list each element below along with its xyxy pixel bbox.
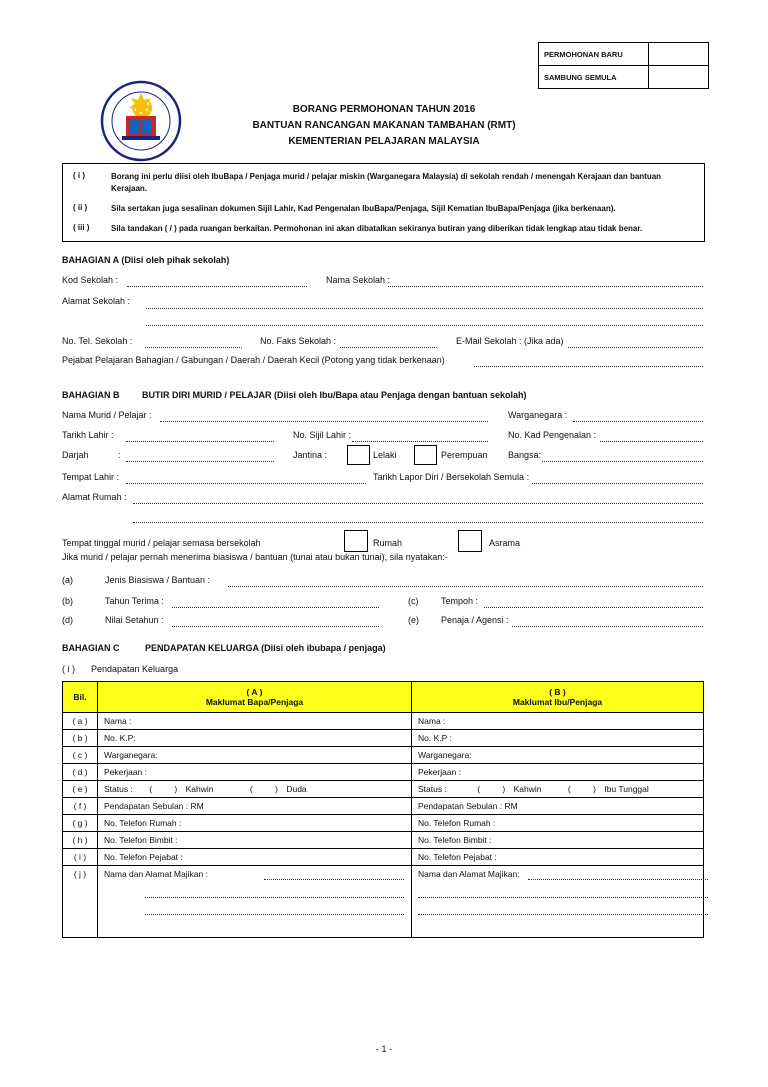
col-b-code: ( B ) <box>549 687 566 697</box>
male-checkbox[interactable] <box>347 445 370 465</box>
instruction-3-num: ( iii ) <box>73 223 90 232</box>
sub-section-title: Pendapatan Keluarga <box>91 664 179 674</box>
father-employer-line-2[interactable] <box>145 897 404 898</box>
item-d-label: (d) <box>62 615 73 625</box>
mother-citizenship-cell[interactable]: Warganegara: <box>412 747 704 764</box>
employer-label: Nama dan Alamat Majikan : <box>104 869 208 879</box>
mother-employer-line-1[interactable] <box>528 879 708 880</box>
employer-label: Nama dan Alamat Majikan: <box>418 869 520 879</box>
annual-value-label: Nilai Setahun : <box>105 615 164 625</box>
section-c-title: PENDAPATAN KELUARGA (Diisi oleh ibubapa / penjaga) <box>145 643 386 653</box>
female-label: Perempuan <box>441 450 488 460</box>
father-income-cell[interactable]: Pendapatan Sebulan : RM <box>98 798 412 815</box>
home-label: Rumah <box>373 538 403 548</box>
school-fax-field[interactable] <box>340 347 437 348</box>
col-b-title: Maklumat Ibu/Penjaga <box>512 697 603 707</box>
year-received-field[interactable] <box>172 607 379 608</box>
item-b-label: (b) <box>62 596 73 606</box>
school-address-field-1[interactable] <box>146 308 703 309</box>
section-b-prefix: BAHAGIAN B <box>62 390 120 400</box>
mother-employer-cell[interactable] <box>412 866 704 938</box>
duration-label: Tempoh : <box>441 596 479 606</box>
home-address-field-1[interactable] <box>133 503 703 504</box>
home-address-field-2[interactable] <box>133 522 703 523</box>
scholarship-type-label: Jenis Biasiswa / Bantuan : <box>105 575 211 585</box>
table-row <box>63 713 704 730</box>
home-address-label: Alamat Rumah : <box>62 492 127 502</box>
col-b-header <box>412 682 704 713</box>
married-close-paren[interactable]: ) <box>502 784 506 794</box>
race-label: Bangsa: <box>508 450 542 460</box>
report-date-label: Tarikh Lapor Diri / Bersekolah Semula : <box>373 472 530 482</box>
father-name-cell[interactable]: Nama : <box>98 713 412 730</box>
mother-ic-cell[interactable]: No. K.P : <box>412 730 704 747</box>
school-address-label: Alamat Sekolah : <box>62 296 131 306</box>
father-office-phone-cell[interactable]: No. Telefon Pejabat : <box>98 849 412 866</box>
citizenship-label: Warganegara : <box>508 410 568 420</box>
race-field[interactable] <box>542 461 703 462</box>
table-row <box>63 798 704 815</box>
row-num: ( d ) <box>63 764 98 781</box>
school-code-label: Kod Sekolah : <box>62 275 119 285</box>
student-name-label: Nama Murid / Pelajar : <box>62 410 152 420</box>
row-num: ( g ) <box>63 815 98 832</box>
item-c-label: (c) <box>408 596 419 606</box>
row-num: ( c ) <box>63 747 98 764</box>
page-number: - 1 - <box>375 1044 392 1054</box>
father-employer-line-3[interactable] <box>145 914 404 915</box>
row-num: ( b ) <box>63 730 98 747</box>
single-mother-close-paren[interactable]: ) <box>593 784 596 794</box>
birth-cert-label: No. Sijil Lahir : <box>293 430 352 440</box>
education-office-label: Pejabat Pelajaran Bahagian / Gabungan / Daerah / Daerah Kecil (Potong yang tidak berkenaan) <box>62 355 445 365</box>
father-employer-cell[interactable] <box>98 866 412 938</box>
table-row <box>63 849 704 866</box>
mother-employer-line-2[interactable] <box>418 897 708 898</box>
row-num: ( a ) <box>63 713 98 730</box>
ic-number-label: No. Kad Pengenalan : <box>508 430 597 440</box>
birthplace-field[interactable] <box>126 483 366 484</box>
sub-section-num: ( i ) <box>62 664 75 674</box>
father-citizenship-cell[interactable]: Warganegara: <box>98 747 412 764</box>
school-tel-label: No. Tel. Sekolah : <box>62 336 133 346</box>
row-num: ( f ) <box>63 798 98 815</box>
hostel-checkbox[interactable] <box>458 530 482 552</box>
status-label: Status : <box>104 784 133 794</box>
mother-status-cell <box>412 781 704 798</box>
mother-occupation-cell[interactable]: Pekerjaan : <box>412 764 704 781</box>
instruction-1-text: Borang ini perlu diisi oleh IbuBapa / Penjaga murid / pelajar miskin (Warganegara Malaysia) di sekolah rendah / menengah Kerajaan dan bantuan Kerajaan. <box>111 172 662 193</box>
single-mother-open-paren[interactable]: ( <box>567 784 571 794</box>
sponsor-label: Penaja / Agensi : <box>441 615 509 625</box>
instruction-2-text: Sila sertakan juga sesalinan dokumen Sijil Lahir, Kad Pengenalan IbuBapa/Penjaga, Sijil Kematian IbuBapa/Penjaga (jika berkenaan). <box>111 204 616 213</box>
status-label: Status : <box>418 784 447 794</box>
father-home-phone-cell[interactable]: No. Telefon Rumah : <box>98 815 412 832</box>
row-num: ( j ) <box>63 866 98 938</box>
mother-home-phone-cell[interactable]: No. Telefon Rumah : <box>412 815 704 832</box>
instructions-box <box>62 163 705 242</box>
female-checkbox[interactable] <box>414 445 437 465</box>
hostel-label: Asrama <box>489 538 521 548</box>
row-num: ( h ) <box>63 832 98 849</box>
col-a-header <box>98 682 412 713</box>
col-a-code: ( A ) <box>246 687 263 697</box>
married-option: Kahwin <box>513 784 542 794</box>
new-application-checkbox[interactable] <box>649 43 709 66</box>
section-a-title: BAHAGIAN A (Diisi oleh pihak sekolah) <box>62 255 230 265</box>
ic-number-field[interactable] <box>600 441 703 442</box>
renewal-label: SAMBUNG SEMULA <box>539 66 649 89</box>
class-label: Darjah <box>62 450 89 460</box>
table-row <box>63 747 704 764</box>
table-row <box>63 815 704 832</box>
table-row <box>63 764 704 781</box>
form-title-line2: BANTUAN RANCANGAN MAKANAN TAMBAHAN (RMT) <box>252 120 516 131</box>
renewal-checkbox[interactable] <box>649 66 709 89</box>
married-close-paren[interactable]: ) <box>174 784 178 794</box>
table-row <box>63 832 704 849</box>
mother-income-cell[interactable]: Pendapatan Sebulan : RM <box>412 798 704 815</box>
birth-date-label: Tarikh Lahir : <box>62 430 114 440</box>
widower-option: Duda <box>286 784 307 794</box>
birthplace-label: Tempat Lahir : <box>62 472 120 482</box>
table-row <box>63 781 704 798</box>
instruction-3-text: Sila tandakan ( / ) pada ruangan berkaitan. Permohonan ini akan dibatalkan sekiranya butiran yang diberikan tidak lengkap atau tidak benar. <box>111 224 643 233</box>
married-option: Kahwin <box>185 784 214 794</box>
married-open-paren[interactable]: ( <box>149 784 153 794</box>
school-email-field[interactable] <box>568 347 703 348</box>
school-name-field[interactable] <box>388 286 703 287</box>
school-name-label: Nama Sekolah : <box>326 275 391 285</box>
annual-value-field[interactable] <box>172 626 379 627</box>
report-date-field[interactable] <box>532 483 703 484</box>
married-open-paren[interactable]: ( <box>477 784 481 794</box>
family-income-table <box>62 681 704 938</box>
father-occupation-cell[interactable]: Pekerjaan : <box>98 764 412 781</box>
sponsor-field[interactable] <box>512 626 703 627</box>
scholarship-note: Jika murid / pelajar pernah menerima biasiswa / bantuan (tunai atau bukan tunai), sila nyatakan:- <box>62 552 448 562</box>
gender-label: Jantina : <box>293 450 328 460</box>
table-row <box>63 730 704 747</box>
father-status-cell <box>98 781 412 798</box>
school-code-field[interactable] <box>127 286 307 287</box>
mother-employer-line-3[interactable] <box>418 914 708 915</box>
residence-label: Tempat tinggal murid / pelajar semasa bersekolah <box>62 538 261 548</box>
school-address-field-2[interactable] <box>146 325 703 326</box>
mother-mobile-cell[interactable]: No. Telefon Bimbit : <box>412 832 704 849</box>
duration-field[interactable] <box>484 607 703 608</box>
student-name-field[interactable] <box>160 421 488 422</box>
father-employer-line-1[interactable] <box>264 879 404 880</box>
school-tel-field[interactable] <box>145 347 242 348</box>
item-a-label: (a) <box>62 575 73 585</box>
col-a-title: Maklumat Bapa/Penjaga <box>205 697 304 707</box>
application-type-table <box>538 42 709 89</box>
bil-header: Bil. <box>63 682 98 713</box>
widower-open-paren[interactable]: ( <box>249 784 253 794</box>
birth-cert-field[interactable] <box>352 441 488 442</box>
instruction-2-num: ( ii ) <box>73 203 88 212</box>
class-colon: : <box>118 450 121 460</box>
birth-date-field[interactable] <box>126 441 274 442</box>
male-label: Lelaki <box>373 450 397 460</box>
mother-name-cell[interactable]: Nama : <box>412 713 704 730</box>
widower-close-paren[interactable]: ) <box>275 784 278 794</box>
citizenship-field[interactable] <box>573 421 703 422</box>
single-mother-option: Ibu Tunggal <box>604 784 649 794</box>
education-office-field[interactable] <box>474 366 703 367</box>
form-title-line3: KEMENTERIAN PELAJARAN MALAYSIA <box>288 136 480 147</box>
table-row <box>63 866 704 938</box>
school-fax-label: No. Faks Sekolah : <box>260 336 337 346</box>
item-e-label: (e) <box>408 615 419 625</box>
section-c-prefix: BAHAGIAN C <box>62 643 120 653</box>
section-b-title: BUTIR DIRI MURID / PELAJAR (Diisi oleh Ibu/Bapa atau Penjaga dengan bantuan sekolah) <box>142 390 527 400</box>
home-checkbox[interactable] <box>344 530 368 552</box>
scholarship-type-field[interactable] <box>228 586 703 587</box>
father-mobile-cell[interactable]: No. Telefon Bimbit : <box>98 832 412 849</box>
instruction-1-num: ( i ) <box>73 171 85 180</box>
new-application-label: PERMOHONAN BARU <box>539 43 649 66</box>
row-num: ( e ) <box>63 781 98 798</box>
row-num: ( i ) <box>63 849 98 866</box>
school-email-label: E-Mail Sekolah : (Jika ada) <box>456 336 564 346</box>
mother-office-phone-cell[interactable]: No. Telefon Pejabat : <box>412 849 704 866</box>
year-received-label: Tahun Terima : <box>105 596 164 606</box>
form-title-line1: BORANG PERMOHONAN TAHUN 2016 <box>292 104 476 115</box>
class-field[interactable] <box>126 461 274 462</box>
father-ic-cell[interactable]: No. K.P: <box>98 730 412 747</box>
